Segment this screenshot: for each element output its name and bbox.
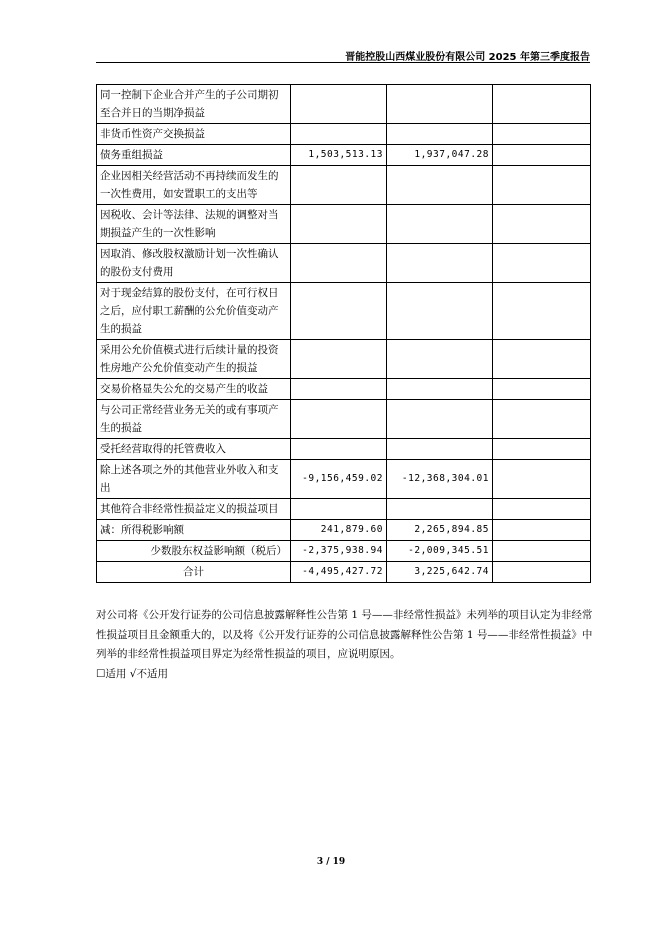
- table-row: [97, 283, 591, 340]
- table-row: [97, 244, 591, 283]
- item-note: [493, 400, 591, 439]
- value-year-to-date: [387, 439, 493, 460]
- value-year-to-date: 2,265,894.85: [387, 520, 493, 541]
- value-current-period: [291, 439, 387, 460]
- item-label: 合计: [97, 562, 291, 583]
- item-label: 受托经营取得的托管费收入: [97, 439, 291, 460]
- value-year-to-date: 1,937,047.28: [387, 145, 493, 166]
- item-label: 同一控制下企业合并产生的子公司期初至合并日的当期净损益: [97, 85, 291, 124]
- item-note: [493, 340, 591, 379]
- table-row: [97, 541, 591, 562]
- item-note: [493, 562, 591, 583]
- value-current-period: 241,879.60: [291, 520, 387, 541]
- value-current-period: [291, 379, 387, 400]
- value-current-period: [291, 499, 387, 520]
- page-number: 3 / 19: [316, 857, 346, 867]
- item-label: 减：所得税影响额: [97, 520, 291, 541]
- item-label: 其他符合非经常性损益定义的损益项目: [97, 499, 291, 520]
- value-year-to-date: -2,009,345.51: [387, 541, 493, 562]
- item-note: [493, 244, 591, 283]
- table-row: [97, 145, 591, 166]
- table-row: [97, 166, 591, 205]
- item-note: [493, 460, 591, 499]
- table-row: [97, 460, 591, 499]
- applicability-options: ☐适用 √不适用: [96, 667, 168, 680]
- value-current-period: -4,495,427.72: [291, 562, 387, 583]
- explanation-note: [96, 606, 596, 684]
- table-row: [97, 400, 591, 439]
- value-year-to-date: 3,225,642.74: [387, 562, 493, 583]
- item-note: [493, 166, 591, 205]
- value-year-to-date: [387, 124, 493, 145]
- item-label: 对于现金结算的股份支付，在可行权日之后，应付职工薪酬的公允价值变动产生的损益: [97, 283, 291, 340]
- item-label: 采用公允价值模式进行后续计量的投资性房地产公允价值变动产生的损益: [97, 340, 291, 379]
- value-year-to-date: [387, 499, 493, 520]
- table-row: [97, 124, 591, 145]
- item-note: [493, 205, 591, 244]
- item-label: 因取消、修改股权激励计划一次性确认的股份支付费用: [97, 244, 291, 283]
- item-note: [493, 541, 591, 562]
- item-note: [493, 145, 591, 166]
- item-label: 少数股东权益影响额（税后）: [97, 541, 291, 562]
- value-current-period: [291, 205, 387, 244]
- value-current-period: [291, 166, 387, 205]
- report-header-title: 晋能控股山西煤业股份有限公司 2025 年第三季度报告: [345, 52, 590, 63]
- item-label: 与公司正常经营业务无关的或有事项产生的损益: [97, 400, 291, 439]
- table-row: [97, 520, 591, 541]
- item-label: 交易价格显失公允的交易产生的收益: [97, 379, 291, 400]
- table-row: [97, 439, 591, 460]
- value-year-to-date: [387, 205, 493, 244]
- value-year-to-date: [387, 166, 493, 205]
- value-current-period: -2,375,938.94: [291, 541, 387, 562]
- value-current-period: -9,156,459.02: [291, 460, 387, 499]
- item-note: [493, 124, 591, 145]
- item-note: [493, 85, 591, 124]
- table-row: [97, 499, 591, 520]
- item-label: 企业因相关经营活动不再持续而发生的一次性费用，如安置职工的支出等: [97, 166, 291, 205]
- value-year-to-date: [387, 283, 493, 340]
- value-current-period: [291, 283, 387, 340]
- non-recurring-items-table: [96, 84, 591, 583]
- value-year-to-date: [387, 379, 493, 400]
- table-row: [97, 85, 591, 124]
- value-year-to-date: [387, 85, 493, 124]
- item-label: 因税收、会计等法律、法规的调整对当期损益产生的一次性影响: [97, 205, 291, 244]
- note-paragraph: 对公司将《公开发行证券的公司信息披露解释性公告第 1 号——非经常性损益》未列举的项目认定为非经常性损益项目且金额重大的，以及将《公开发行证券的公司信息披露解释性公告第 1 号——非经常性损益》中列举的非经常性损益项目界定为经常性损益的项目，应说明原因。: [96, 609, 593, 660]
- table-row: [97, 340, 591, 379]
- value-current-period: 1,503,513.13: [291, 145, 387, 166]
- item-note: [493, 379, 591, 400]
- value-year-to-date: [387, 400, 493, 439]
- item-note: [493, 283, 591, 340]
- value-current-period: [291, 85, 387, 124]
- item-label: 债务重组损益: [97, 145, 291, 166]
- item-label: 非货币性资产交换损益: [97, 124, 291, 145]
- item-note: [493, 439, 591, 460]
- item-note: [493, 499, 591, 520]
- item-note: [493, 520, 591, 541]
- value-year-to-date: [387, 244, 493, 283]
- item-label: 除上述各项之外的其他营业外收入和支出: [97, 460, 291, 499]
- value-current-period: [291, 340, 387, 379]
- header-divider: [96, 62, 590, 63]
- table-row-total: [97, 562, 591, 583]
- value-year-to-date: -12,368,304.01: [387, 460, 493, 499]
- value-current-period: [291, 124, 387, 145]
- table-row: [97, 379, 591, 400]
- value-year-to-date: [387, 340, 493, 379]
- value-current-period: [291, 244, 387, 283]
- table-row: [97, 205, 591, 244]
- value-current-period: [291, 400, 387, 439]
